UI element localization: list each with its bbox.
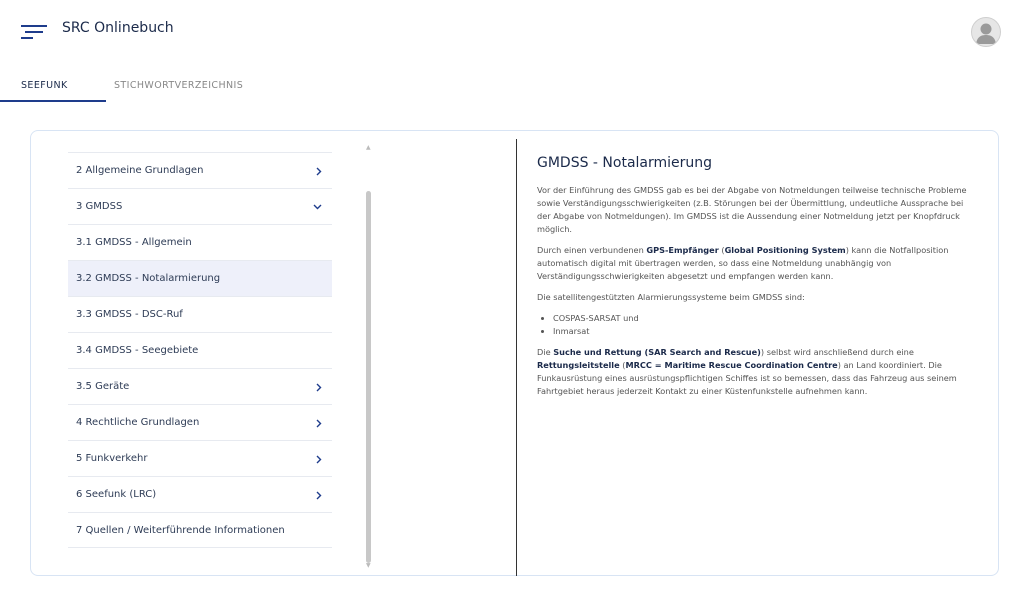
nav-item[interactable]: [68, 440, 332, 476]
tab-seefunk[interactable]: SEEFUNK: [21, 80, 68, 91]
nav-item[interactable]: [68, 332, 332, 368]
nav-item[interactable]: [68, 404, 332, 440]
nav-item-label: 3.1 GMDSS - Allgemein: [76, 237, 192, 248]
panel-divider: [516, 139, 517, 576]
article-content: [537, 154, 975, 406]
nav-item[interactable]: [68, 188, 332, 224]
nav-item[interactable]: [68, 224, 332, 260]
article-paragraph-1: Vor der Einführung des GMDSS gab es bei der Abgabe von Notmeldungen teilweise technische Probleme sowie Verständigungsschwierigkeiten (z.B. Störungen bei der Übermittlung, undeutliche Aussprache bei der Abgabe von Notmeldungen). Im GMDSS ist die Aussendung einer Notmeldung jetzt per Knopfdruck möglich.: [537, 185, 967, 234]
article-paragraph-3: Die satellitengestützten Alarmierungssysteme beim GMDSS sind:: [537, 292, 805, 302]
chevron-right-icon[interactable]: [316, 405, 322, 441]
active-tab-indicator: [0, 100, 106, 102]
list-item: • Inmarsat: [553, 325, 975, 338]
app-title: SRC Onlinebuch: [62, 20, 174, 36]
nav-item-label: 3.5 Geräte: [76, 381, 130, 392]
nav-item-label: 3 GMDSS: [76, 201, 123, 212]
article-paragraph-4: Die Suche und Rettung (SAR Search and Rescue)) selbst wird anschließend durch eine Rettungsleitstelle (MRCC = Maritime Rescue Coordination Centre) an Land koordiniert. Die Funkausrüstung eines ausrüstungspflichtigen Schiffes ist so bemessen, dass das Fahrzeug aus seinem Fahrtgebiet heraus jederzeit Kontakt zu einer Küstenfunkstelle aufnehmen kann.: [537, 347, 957, 396]
chevron-right-icon[interactable]: [316, 477, 322, 513]
chapter-nav-list: [68, 152, 332, 548]
chevron-right-icon[interactable]: [316, 153, 322, 189]
scroll-down-arrow-icon[interactable]: ▼: [366, 562, 371, 569]
nav-item-label: 7 Quellen / Weiterführende Informationen: [76, 525, 285, 536]
nav-item[interactable]: [68, 476, 332, 512]
list-item: • COSPAS-SARSAT und: [553, 312, 975, 325]
nav-item[interactable]: [68, 296, 332, 332]
nav-item-label: 2 Allgemeine Grundlagen: [76, 165, 204, 176]
nav-item-label: 6 Seefunk (LRC): [76, 489, 157, 500]
nav-scrollbar-thumb[interactable]: [366, 191, 371, 563]
user-avatar-icon[interactable]: [971, 17, 1001, 47]
tab-stichwortverzeichnis[interactable]: STICHWORTVERZEICHNIS: [114, 80, 244, 91]
article-title: GMDSS - Notalarmierung: [537, 155, 713, 171]
nav-item-label: 5 Funkverkehr: [76, 453, 148, 464]
nav-item-label: 3.3 GMDSS - DSC-Ruf: [76, 309, 183, 320]
nav-item-label: 4 Rechtliche Grundlagen: [76, 417, 200, 428]
chevron-right-icon[interactable]: [316, 441, 322, 477]
nav-item-label: 3.4 GMDSS - Seegebiete: [76, 345, 199, 356]
nav-item[interactable]: [68, 368, 332, 404]
scroll-up-arrow-icon[interactable]: ▲: [366, 144, 371, 151]
tab-bar: [0, 70, 1024, 102]
nav-item[interactable]: [68, 152, 332, 188]
nav-item-label: 3.2 GMDSS - Notalarmierung: [76, 273, 221, 284]
satellite-systems-list: [537, 312, 975, 338]
hamburger-menu-icon[interactable]: [21, 24, 47, 40]
article-paragraph-2: Durch einen verbundenen GPS-Empfänger (Global Positioning System) kann die Notfallposition automatisch digital mit übertragen werden, so dass eine Notmeldung unabhängig von Verständigungsschwierigkeiten abgesetzt und empfangen werden kann.: [537, 245, 949, 281]
chevron-down-icon[interactable]: [313, 189, 322, 225]
chevron-right-icon[interactable]: [316, 369, 322, 405]
app-header: [0, 0, 1024, 62]
nav-item[interactable]: [68, 512, 332, 548]
nav-item[interactable]: [68, 260, 332, 296]
